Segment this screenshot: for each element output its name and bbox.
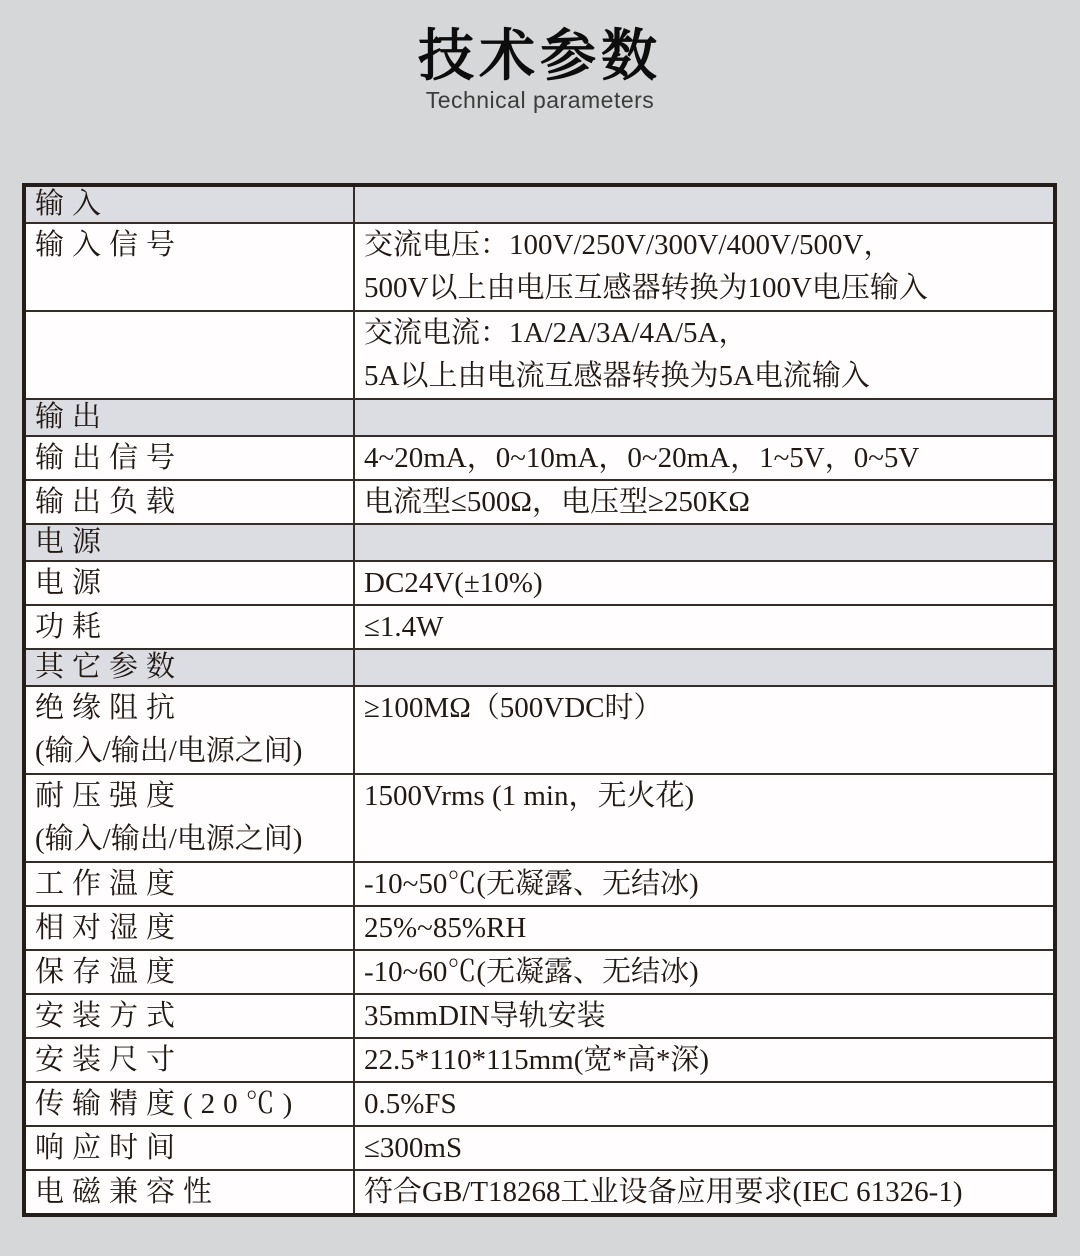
table-row <box>24 862 1055 906</box>
param-value-cell <box>354 399 1055 436</box>
param-value-cell <box>354 524 1055 561</box>
section-row <box>24 649 1055 686</box>
text-line: 输出负载 <box>35 486 184 518</box>
text-line: 输入 <box>35 188 110 220</box>
param-value-cell <box>354 649 1055 686</box>
text-line: (输入/输出/电源之间) <box>35 823 303 855</box>
param-label-cell <box>24 1038 354 1082</box>
table-row <box>24 436 1055 480</box>
param-value-cell <box>354 1126 1055 1170</box>
text-line: 4~20mA，0~10mA，0~20mA，1~5V，0~5V <box>364 442 920 474</box>
param-value-cell <box>354 436 1055 480</box>
text-line: 绝缘阻抗 <box>35 692 184 724</box>
section-row <box>24 185 1055 223</box>
param-label-cell <box>24 480 354 524</box>
text-line: 工作温度 <box>35 868 184 900</box>
table-row <box>24 774 1055 862</box>
param-label-cell <box>24 223 354 311</box>
section-label-cell <box>24 649 354 686</box>
section-label-cell <box>24 524 354 561</box>
title-block <box>0 0 1080 114</box>
section-label-cell <box>24 399 354 436</box>
table-row <box>24 1170 1055 1215</box>
table-row <box>24 605 1055 649</box>
text-line: 传输精度(20℃) <box>35 1088 301 1120</box>
page-title: 技术参数 <box>418 24 662 87</box>
text-line: 安装尺寸 <box>35 1044 184 1076</box>
text-line: 电磁兼容性 <box>35 1176 221 1208</box>
param-label-cell <box>24 950 354 994</box>
text-line: 输出 <box>35 401 110 433</box>
text-line: 相对湿度 <box>35 912 184 944</box>
param-label-cell <box>24 1126 354 1170</box>
text-line: 交流电压：100V/250V/300V/400V/500V， <box>364 229 893 261</box>
text-line: 500V以上由电压互感器转换为100V电压输入 <box>364 272 928 304</box>
page-subtitle: Technical parameters <box>425 87 655 113</box>
text-line: -10~50℃(无凝露、无结冰) <box>364 868 699 900</box>
table-row <box>24 906 1055 950</box>
param-label-cell <box>24 906 354 950</box>
section-row <box>24 399 1055 436</box>
param-label-cell <box>24 686 354 774</box>
param-label-cell <box>24 994 354 1038</box>
table-row <box>24 1082 1055 1126</box>
param-label-cell <box>24 436 354 480</box>
param-label-cell <box>24 862 354 906</box>
text-line: 其它参数 <box>35 651 184 683</box>
text-line: 安装方式 <box>35 1000 184 1032</box>
param-label-cell <box>24 605 354 649</box>
param-value-cell <box>354 686 1055 774</box>
param-value-cell <box>354 605 1055 649</box>
table-row <box>24 1038 1055 1082</box>
table-row <box>24 994 1055 1038</box>
text-line: 耐压强度 <box>35 780 184 812</box>
text-line: ≤1.4W <box>364 611 444 643</box>
section-row <box>24 524 1055 561</box>
param-value-cell <box>354 185 1055 223</box>
text-line: ≤300mS <box>364 1132 463 1164</box>
param-value-cell <box>354 1038 1055 1082</box>
table-row <box>24 561 1055 605</box>
param-label-cell <box>24 561 354 605</box>
text-line: ≥100MΩ（500VDC时） <box>364 692 663 724</box>
param-label-cell <box>24 774 354 862</box>
param-label-cell <box>24 1082 354 1126</box>
text-line: 5A以上由电流互感器转换为5A电流输入 <box>364 360 870 392</box>
text-line: 22.5*110*115mm(宽*高*深) <box>364 1044 710 1076</box>
param-value-cell <box>354 774 1055 862</box>
param-value-cell <box>354 1082 1055 1126</box>
spec-table-body <box>24 185 1055 1215</box>
text-line: 电流型≤500Ω，电压型≥250KΩ <box>364 486 750 518</box>
text-line: 25%~85%RH <box>364 912 527 944</box>
text-line: 输入信号 <box>35 229 184 261</box>
section-label-cell <box>24 185 354 223</box>
param-value-cell <box>354 862 1055 906</box>
param-value-cell <box>354 311 1055 399</box>
text-line: -10~60℃(无凝露、无结冰) <box>364 956 699 988</box>
spec-table <box>22 183 1057 1217</box>
text-line: 符合GB/T18268工业设备应用要求(IEC 61326-1) <box>364 1176 963 1208</box>
table-row <box>24 1126 1055 1170</box>
param-value-cell <box>354 950 1055 994</box>
table-row <box>24 480 1055 524</box>
text-line: 电源 <box>35 567 110 599</box>
table-row <box>24 686 1055 774</box>
text-line: DC24V(±10%) <box>364 567 543 599</box>
param-label-cell <box>24 311 354 399</box>
param-value-cell <box>354 994 1055 1038</box>
text-line: (输入/输出/电源之间) <box>35 735 303 767</box>
table-row <box>24 950 1055 994</box>
param-value-cell <box>354 906 1055 950</box>
param-value-cell <box>354 223 1055 311</box>
param-label-cell <box>24 1170 354 1215</box>
text-line: 35mmDIN导轨安装 <box>364 1000 606 1032</box>
text-line: 保存温度 <box>35 956 184 988</box>
table-row <box>24 223 1055 311</box>
param-value-cell <box>354 561 1055 605</box>
text-line: 输出信号 <box>35 442 184 474</box>
text-line: 功耗 <box>35 611 110 643</box>
table-row <box>24 311 1055 399</box>
text-line: 1500Vrms (1 min，无火花) <box>364 780 695 812</box>
text-line: 电源 <box>35 526 110 558</box>
text-line: 0.5%FS <box>364 1088 457 1120</box>
param-value-cell <box>354 480 1055 524</box>
param-value-cell <box>354 1170 1055 1215</box>
text-line: 响应时间 <box>35 1132 184 1164</box>
text-line: 交流电流：1A/2A/3A/4A/5A， <box>364 317 748 349</box>
